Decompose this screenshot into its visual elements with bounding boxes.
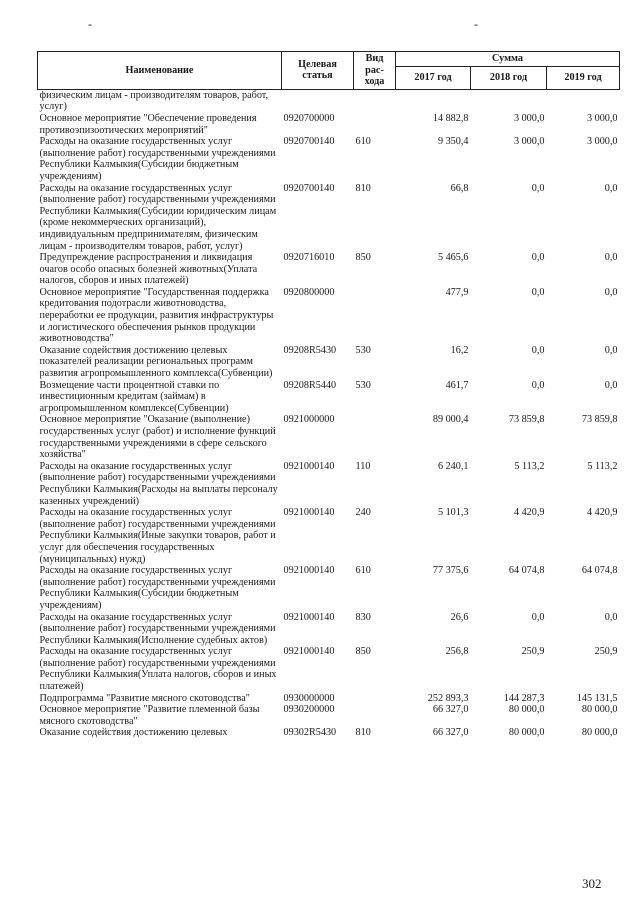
row-expense-type: 830 <box>355 611 371 623</box>
header-mark-left: - <box>88 17 92 31</box>
row-expense-type: 110 <box>355 460 371 472</box>
row-sum-2018: 64 074,8 <box>508 565 545 577</box>
row-sum-2019: 80 000,0 <box>581 704 618 716</box>
row-name: Основное мероприятие "Государственная поддержка кредитования подотрасли животноводства, переработки ее продукции, развития инфраструктуры и логистического обеспечения рынков продукции животноводства" <box>39 286 274 345</box>
row-expense-type <box>354 287 396 345</box>
row-sum-2018: 0,0 <box>531 379 545 391</box>
row-sum-2018: 0,0 <box>531 182 545 194</box>
row-sum-2018: 250,9 <box>521 646 545 658</box>
row-sum-2017: 26,6 <box>450 611 469 623</box>
table-row <box>38 507 620 565</box>
row-sum-2018: 144 287,3 <box>503 692 545 704</box>
row-name: Подпрограмма "Развитие мясного скотоводства" <box>39 692 250 704</box>
table-row <box>38 461 620 507</box>
row-expense-type: 850 <box>355 646 371 658</box>
row-expense-type <box>354 89 396 113</box>
row-sum-2019: 0,0 <box>604 611 618 623</box>
table-row <box>38 414 620 460</box>
row-sum-2018: 0,0 <box>531 252 545 264</box>
row-name: Расходы на оказание государственных услуг (выполнение работ) государственными учреждениями Республики Калмыкия(Расходы на выплаты персоналу казенных учреждений) <box>39 460 278 507</box>
row-name: Основное мероприятие "Развитие племенной базы мясного скотоводства" <box>39 704 260 727</box>
row-sum-2018 <box>471 89 547 113</box>
row-target-code: 0921000140 <box>283 460 335 472</box>
row-target-code: 09208R5430 <box>283 344 337 356</box>
row-sum-2017: 5 465,6 <box>437 252 469 264</box>
row-sum-2017: 14 882,8 <box>432 112 469 124</box>
row-target-code: 0921000140 <box>283 611 335 623</box>
row-sum-2017: 66,8 <box>450 182 469 194</box>
row-sum-2019: 145 131,5 <box>576 692 618 704</box>
row-name: Возмещение части процентной ставки по инвестиционным кредитам (займам) в агропромышленном комплексе(Субвенции) <box>39 379 229 414</box>
table-row <box>38 113 620 136</box>
header-year-2019: 2019 год <box>547 66 620 89</box>
row-name: Оказание содействия достижению целевых <box>39 727 228 739</box>
row-name: физическим лицам - производителям товаров, работ, услуг) <box>39 89 269 113</box>
row-sum-2017: 5 101,3 <box>437 507 469 519</box>
header-mark-right: - <box>474 17 478 31</box>
row-sum-2019: 0,0 <box>604 252 618 264</box>
row-target-code: 09208R5440 <box>283 379 337 391</box>
row-expense-type: 610 <box>355 136 371 148</box>
row-expense-type <box>354 704 396 727</box>
row-sum-2019: 80 000,0 <box>581 727 618 739</box>
page-number: 302 <box>582 876 602 891</box>
row-sum-2018: 0,0 <box>531 611 545 623</box>
row-sum-2019: 3 000,0 <box>586 112 618 124</box>
row-sum-2017: 252 893,3 <box>427 692 469 704</box>
row-expense-type: 810 <box>355 182 371 194</box>
table-row <box>38 704 620 727</box>
row-target-code: 0920700000 <box>283 112 335 124</box>
row-sum-2019: 3 000,0 <box>586 136 618 148</box>
table-body <box>38 89 620 739</box>
row-name: Расходы на оказание государственных услуг (выполнение работ) государственными учреждениями Республики Калмыкия(Субсидии бюджетным учреждениям) <box>39 565 276 611</box>
row-sum-2017: 89 000,4 <box>432 414 469 426</box>
row-sum-2019: 0,0 <box>604 286 618 298</box>
header-year-2017: 2017 год <box>396 66 471 89</box>
table-row <box>38 183 620 253</box>
row-name: Расходы на оказание государственных услуг (выполнение работ) государственными учреждениями Республики Калмыкия(Субсидии юридическим лицам (кроме некоммерческих организаций), индивидуальным предпринимателям, физическим лицам - производителям товаров, работ, услуг) <box>39 182 277 252</box>
row-name: Расходы на оказание государственных услуг (выполнение работ) государственными учреждениями Республики Калмыкия(Исполнение судебных актов) <box>39 611 276 646</box>
table-row <box>38 646 620 692</box>
table-header <box>38 52 620 90</box>
row-expense-type <box>354 113 396 136</box>
row-sum-2018: 80 000,0 <box>508 704 545 716</box>
row-target-code: 0920700140 <box>283 182 335 194</box>
table-row <box>38 252 620 287</box>
header-target: Целевая статья <box>282 52 354 90</box>
row-sum-2017: 9 350,4 <box>437 136 469 148</box>
row-target-code: 0921000140 <box>283 507 335 519</box>
row-sum-2017: 256,8 <box>445 646 469 658</box>
row-target-code: 09302R5430 <box>283 727 337 739</box>
budget-table <box>37 51 620 739</box>
row-sum-2019: 0,0 <box>604 182 618 194</box>
row-sum-2019: 250,9 <box>594 646 618 658</box>
row-sum-2019: 4 420,9 <box>586 507 618 519</box>
row-target-code: 0921000140 <box>283 646 335 658</box>
row-sum-2017: 16,2 <box>450 344 469 356</box>
row-expense-type <box>354 693 396 705</box>
row-target-code <box>282 89 354 113</box>
header-sum: Сумма <box>396 52 620 67</box>
row-sum-2019: 0,0 <box>604 344 618 356</box>
row-sum-2019 <box>547 89 620 113</box>
row-sum-2018: 80 000,0 <box>508 727 545 739</box>
row-name: Расходы на оказание государственных услуг (выполнение работ) государственными учреждениями Республики Калмыкия(Субсидии бюджетным учреждениям) <box>39 136 276 182</box>
table-row <box>38 380 620 415</box>
row-name: Основное мероприятие "Оказание (выполнение) государственных услуг (работ) и исполнение функций государственными учреждениями в сфере сельского хозяйства" <box>39 414 276 461</box>
row-expense-type: 810 <box>355 727 371 739</box>
row-sum-2018: 5 113,2 <box>514 460 545 472</box>
row-sum-2017 <box>396 89 471 113</box>
table-row <box>38 612 620 647</box>
row-target-code: 0921000140 <box>283 565 335 577</box>
row-target-code: 0930000000 <box>283 692 335 704</box>
header-name: Наименование <box>38 52 282 90</box>
table-row <box>38 89 620 113</box>
table-row <box>38 565 620 611</box>
row-expense-type: 850 <box>355 252 371 264</box>
row-sum-2017: 66 327,0 <box>432 727 469 739</box>
row-expense-type <box>354 414 396 460</box>
header-type: Вид рас-хода <box>354 52 396 90</box>
row-target-code: 0920700140 <box>283 136 335 148</box>
row-expense-type: 240 <box>355 507 371 519</box>
row-target-code: 0920716010 <box>283 252 335 264</box>
row-sum-2019: 64 074,8 <box>581 565 618 577</box>
row-name: Расходы на оказание государственных услуг (выполнение работ) государственными учреждениями Республики Калмыкия(Иные закупки товаров, работ и услуг для обеспечения государственных (муниципальных) нужд) <box>39 507 276 565</box>
row-sum-2018: 3 000,0 <box>513 112 545 124</box>
table-row <box>38 136 620 182</box>
row-name: Оказание содействия достижению целевых показателей реализации региональных программ развития агропромышленного комплекса(Субвенции) <box>39 344 273 380</box>
row-target-code: 0921000000 <box>283 414 335 426</box>
table-row <box>38 287 620 345</box>
header-year-2018: 2018 год <box>471 66 547 89</box>
row-expense-type: 530 <box>355 344 371 356</box>
row-sum-2018: 73 859,8 <box>508 414 545 426</box>
row-sum-2017: 477,9 <box>445 286 469 298</box>
row-target-code: 0920800000 <box>283 286 335 298</box>
row-name: Основное мероприятие "Обеспечение проведения противоэпизоотических мероприятий" <box>39 112 257 136</box>
row-sum-2018: 0,0 <box>531 344 545 356</box>
row-sum-2018: 0,0 <box>531 286 545 298</box>
row-sum-2017: 66 327,0 <box>432 704 469 716</box>
row-sum-2019: 73 859,8 <box>581 414 618 426</box>
table-row <box>38 345 620 380</box>
table-row <box>38 693 620 705</box>
row-sum-2018: 3 000,0 <box>513 136 545 148</box>
row-sum-2019: 5 113,2 <box>587 460 618 472</box>
row-sum-2017: 461,7 <box>445 379 469 391</box>
row-expense-type: 530 <box>355 379 371 391</box>
row-target-code: 0930200000 <box>283 704 335 716</box>
row-name: Расходы на оказание государственных услуг (выполнение работ) государственными учреждениями Республики Калмыкия(Уплата налогов, сборов и иных платежей) <box>39 646 277 693</box>
row-sum-2019: 0,0 <box>604 379 618 391</box>
table-row <box>38 727 620 739</box>
row-sum-2017: 77 375,6 <box>432 565 469 577</box>
row-sum-2017: 6 240,1 <box>437 460 469 472</box>
row-sum-2018: 4 420,9 <box>513 507 545 519</box>
row-expense-type: 610 <box>355 565 371 577</box>
row-name: Предупреждение распространения и ликвидация очагов особо опасных болезней животных(Уплата налогов, сборов и иных платежей) <box>39 252 258 287</box>
